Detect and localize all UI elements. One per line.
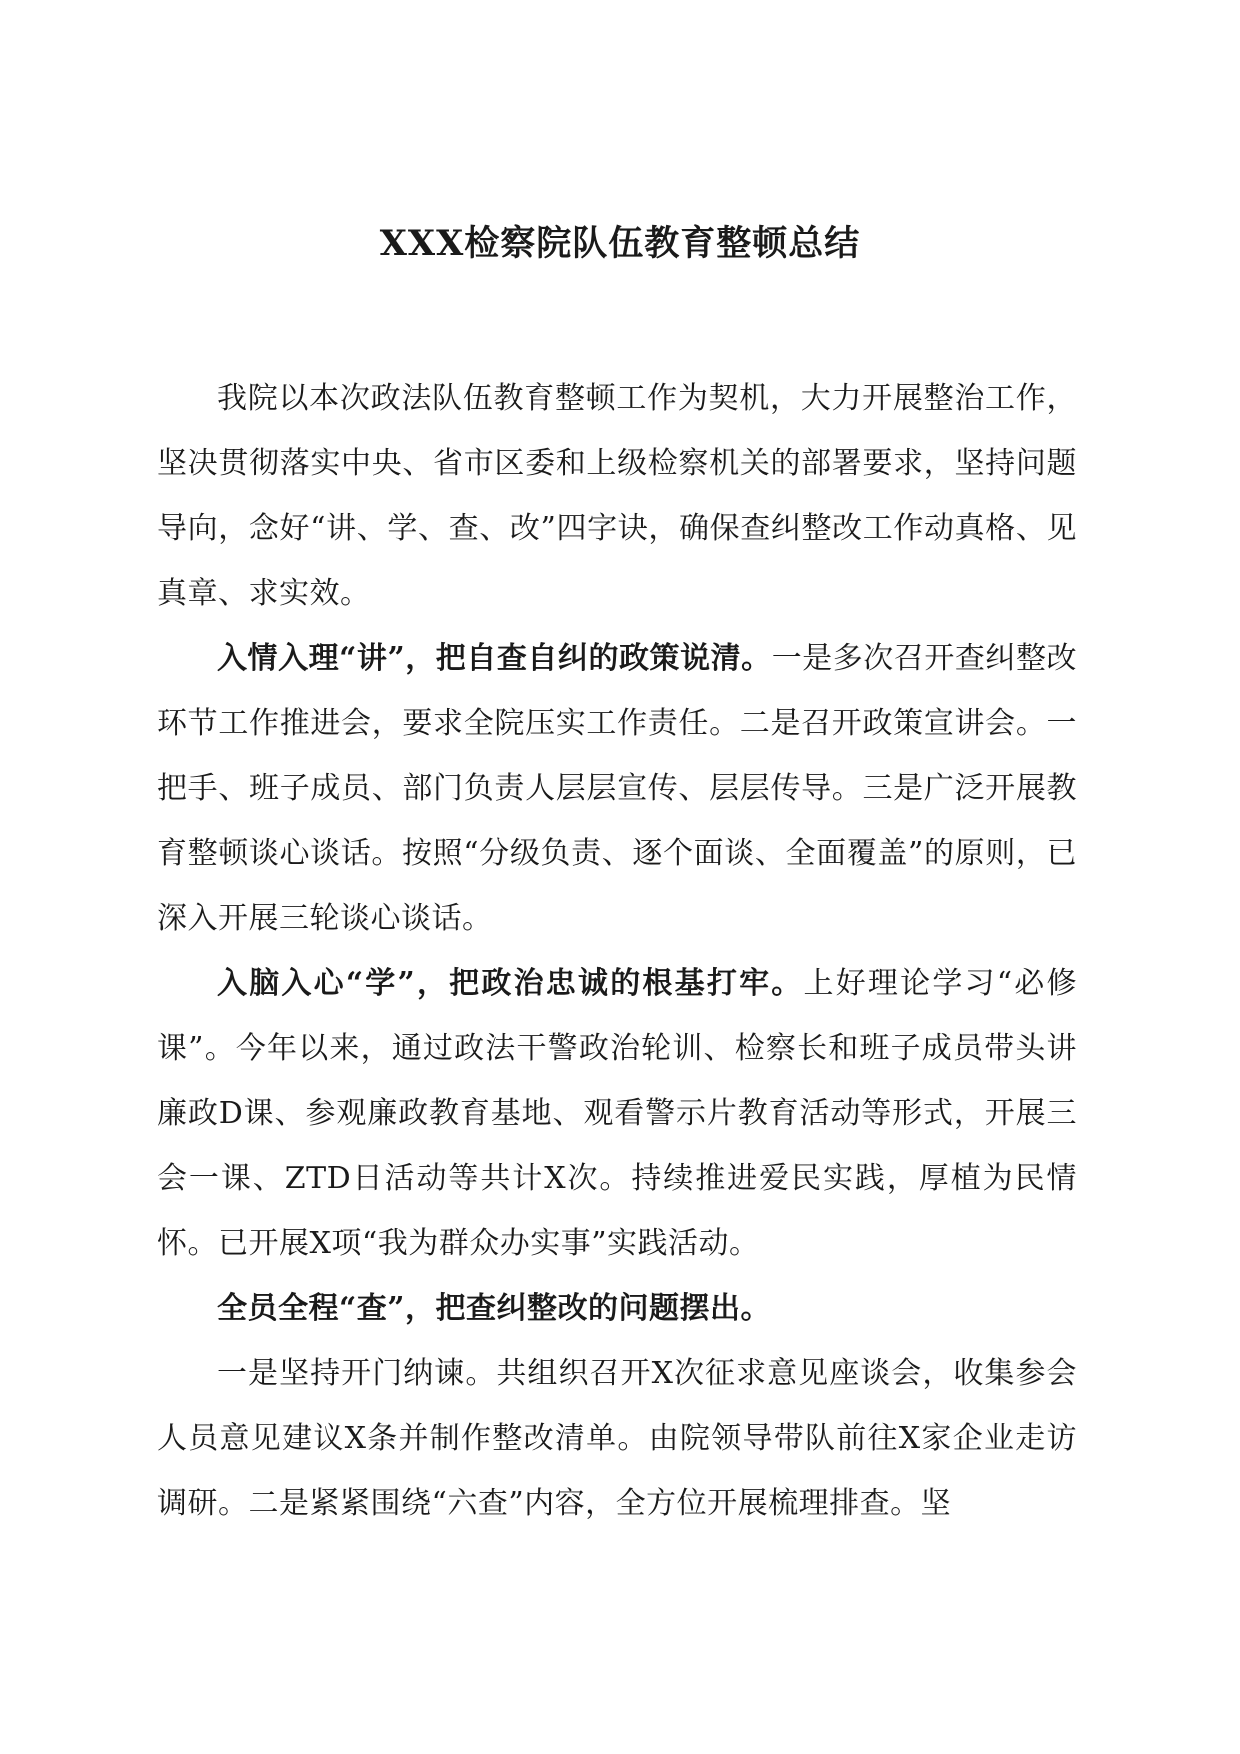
document-title: XXX检察院队伍教育整顿总结 <box>379 223 861 264</box>
paragraph-lead: 全员全程“查”，把查纠整改的问题摆出。 <box>217 1291 772 1326</box>
paragraph-text: 我院以本次政法队伍教育整顿工作为契机，大力开展整治工作，坚决贯彻落实中央、省市区委和上级检察机关的部署要求，坚持问题导向，念好“讲、学、查、改”四字诀，确保查纠整改工作动真格、见真章、求实效。 <box>157 381 1077 611</box>
paragraph-xue <box>157 951 1077 1276</box>
paragraph-intro <box>157 366 1077 626</box>
paragraph-cha-detail <box>157 1341 1077 1536</box>
paragraph-lead: 入脑入心“学”，把政治忠诚的根基打牢。 <box>217 966 804 1001</box>
paragraph-lead: 入情入理“讲”，把自查自纠的政策说清。 <box>217 641 772 676</box>
document-body <box>157 366 1077 1536</box>
paragraph-text: 上好理论学习“必修课”。今年以来，通过政法干警政治轮训、检察长和班子成员带头讲廉政D课、参观廉政教育基地、观看警示片教育活动等形式，开展三会一课、ZTD日活动等共计X次。持续推进爱民实践，厚植为民情怀。已开展X项“我为群众办实事”实践活动。 <box>157 966 1077 1261</box>
paragraph-cha-heading <box>157 1276 1077 1341</box>
paragraph-jiang <box>157 626 1077 951</box>
paragraph-text: 一是坚持开门纳谏。共组织召开X次征求意见座谈会，收集参会人员意见建议X条并制作整改清单。由院领导带队前往X家企业走访调研。二是紧紧围绕“六查”内容，全方位开展梳理排查。坚 <box>157 1356 1077 1521</box>
paragraph-text: 一是多次召开查纠整改环节工作推进会，要求全院压实工作责任。二是召开政策宣讲会。一把手、班子成员、部门负责人层层宣传、层层传导。三是广泛开展教育整顿谈心谈话。按照“分级负责、逐个面谈、全面覆盖”的原则，已深入开展三轮谈心谈话。 <box>157 641 1078 936</box>
